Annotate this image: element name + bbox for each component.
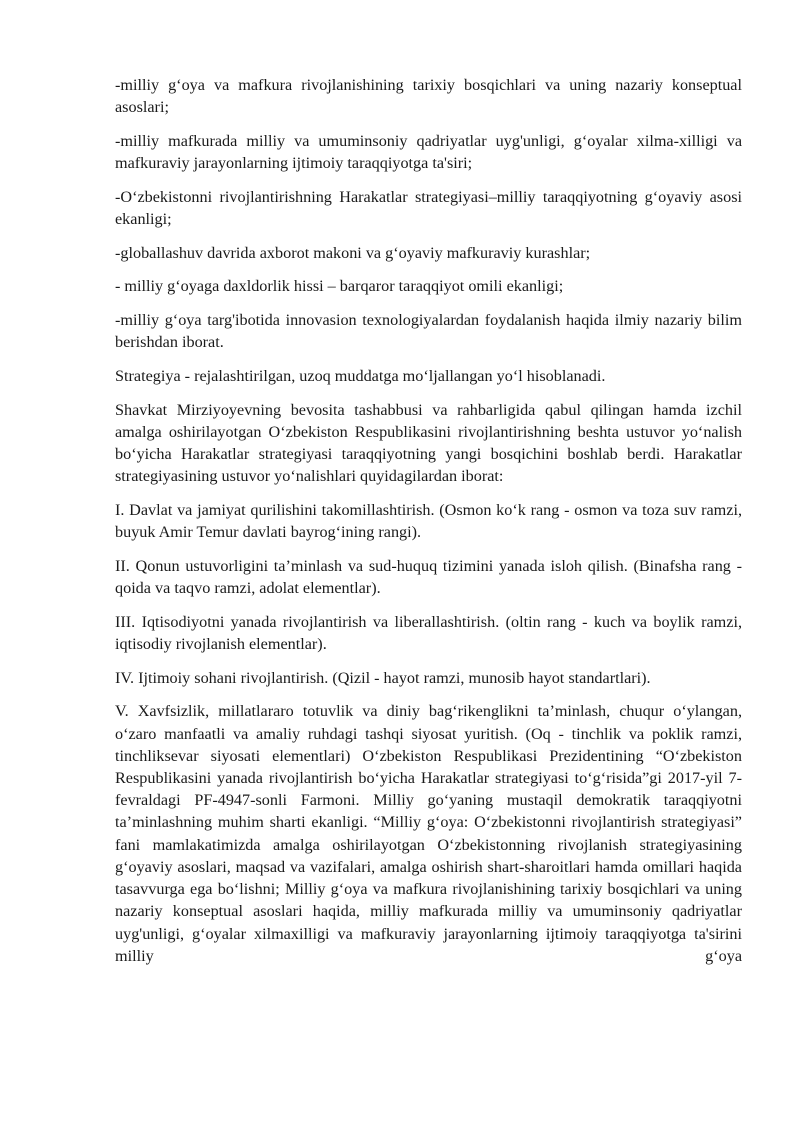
paragraph-strategy-definition: Strategiya - rejalashtirilgan, uzoq muddatga mo‘ljallangan yo‘l hisoblanadi. [115, 367, 606, 386]
document-page [115, 74, 742, 967]
paragraph-goal-2: -milliy mafkurada milliy va umuminsoniy qadriyatlar uyg'unligi, g‘oyalar xilma-xilligi va mafkuraviy jarayonlarning ijtimoiy taraqqiyotga ta'siri; [115, 131, 742, 173]
paragraph-goal-5: - milliy g‘oyaga daxldorlik hissi – barqaror taraqqiyot omili ekanligi; [115, 277, 564, 296]
paragraph-goal-6: -milliy g‘oya targ'ibotida innovasion texnologiyalardan foydalanish haqida ilmiy nazariy bilim berishdan iborat. [115, 311, 742, 352]
paragraph-goal-4: -globallashuv davrida axborot makoni va g‘oyaviy mafkuraviy kurashlar; [115, 243, 591, 262]
paragraph-priority-2: II. Qonun ustuvorligini ta’minlash va sud-huquq tizimini yanada isloh qilish. (Binafsha rang - qoida va taqvo ramzi, adolat elementlar). [115, 556, 742, 598]
paragraph-goal-3: -O‘zbekistonni rivojlantirishning Harakatlar strategiyasi–milliy taraqqiyotning g‘oyaviy asosi ekanligi; [115, 187, 742, 229]
paragraph-priority-1: I. Davlat va jamiyat qurilishini takomillashtirish. (Osmon ko‘k rang - osmon va toza suv ramzi, buyuk Amir Temur davlati bayrog‘ining rangi). [115, 501, 742, 542]
paragraph-priority-4: IV. Ijtimoiy sohani rivojlantirish. (Qizil - hayot ramzi, munosib hayot standartlari). [115, 668, 651, 687]
paragraph-priority-5: V. Xavfsizlik, millatlararo totuvlik va diniy bag‘rikenglikni ta’minlash, chuqur o‘ylangan, o‘zaro manfaatli va amaliy ruhdagi tashqi siyosat yuritish. (Oq - tinchlik va poklik ramzi, tinchliksevar siyosati elementlari) O‘zbekiston Respublikasi Prezidentining “O‘zbekiston Respublikasini yanada rivojlantirish bo‘yicha Harakatlar strategiyasi to‘g‘risida”gi 2017-yil 7-fevraldagi PF-4947-sonli Farmoni. Milliy go‘yaning mustaqil demokratik taraqqiyotni ta’minlashning muhim sharti ekanligi. “Milliy g‘oya: O‘zbekistonni rivojlantirish strategiyasi” fani mamlakatimizda amalga oshirilayotgan O‘zbekistonning rivojlanish strategiyasining g‘oyaviy asoslari, maqsad va vazifalari, amalga oshirish shart-sharoitlari hamda omillari haqida tasavvurga ega bo‘lishni; Milliy g‘oya va mafkura rivojlanishining tarixiy bosqichlari va uning nazariy konseptual asoslari haqida, milliy mafkurada milliy va umuminsoniy qadriyatlar uyg'unligi, g‘oyalar xilmaxilligi va mafkuraviy jarayonlarning ijtimoiy taraqqiyotga ta'sirini milliy g‘oya [115, 702, 742, 965]
paragraph-priority-3: III. Iqtisodiyotni yanada rivojlantirish va liberallashtirish. (oltin rang - kuch va boylik ramzi, iqtisodiy rivojlanish elementlar). [115, 612, 742, 654]
paragraph-action-strategy-intro: Shavkat Mirziyoyevning bevosita tashabbusi va rahbarligida qabul qilingan hamda izchil amalga oshirilayotgan O‘zbekiston Respublikasini rivojlantirishning beshta ustuvor yo‘nalish bo‘yicha Harakatlar strategiyasi taraqqiyotning yangi bosqichini boshlab berdi. Harakatlar strategiyasining ustuvor yo‘nalishlari quyidagilardan iborat: [115, 400, 742, 486]
paragraph-goal-1: -milliy g‘oya va mafkura rivojlanishining tarixiy bosqichlari va uning nazariy konseptual asoslari; [115, 76, 742, 117]
